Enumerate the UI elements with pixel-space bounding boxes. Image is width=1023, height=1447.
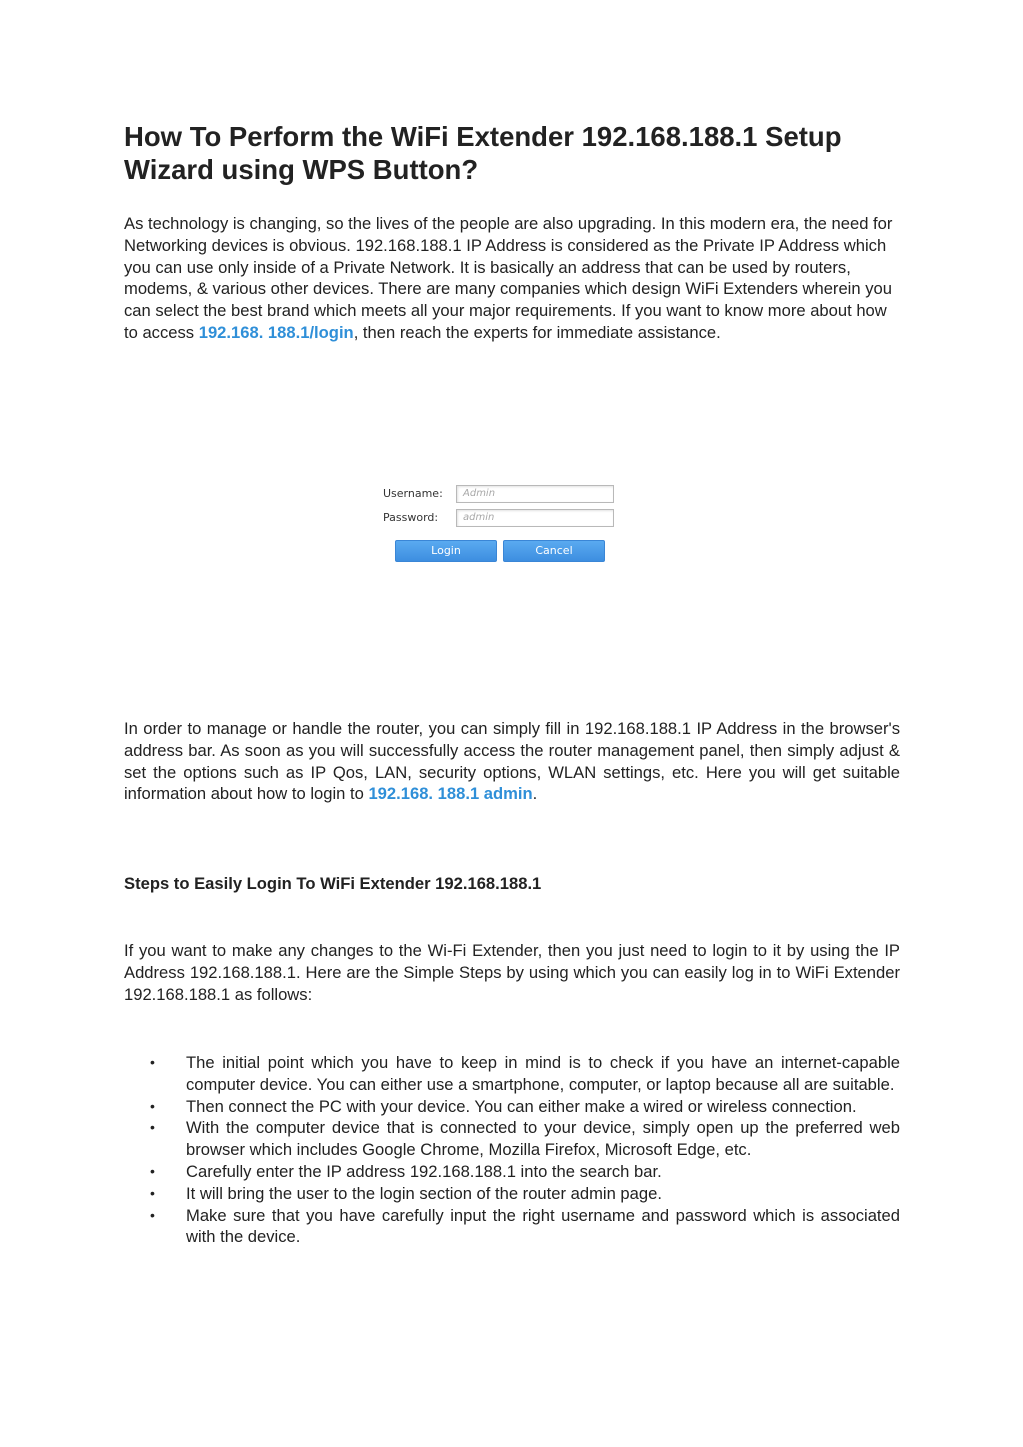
list-item — [124, 1161, 900, 1183]
bullet-icon: • — [150, 1097, 155, 1114]
cancel-button: Cancel — [503, 540, 605, 562]
password-label: Password: — [383, 511, 439, 524]
bullet-icon: • — [150, 1184, 155, 1201]
password-field: admin — [456, 509, 614, 527]
bullet-icon: • — [150, 1206, 155, 1223]
bullet-icon: • — [150, 1119, 155, 1136]
list-item — [124, 1096, 900, 1118]
intro-paragraph — [124, 213, 900, 344]
username-row — [377, 485, 622, 505]
manage-text: In order to manage or handle the router, you can simply fill in 192.168.188.1 IP Address in the browser's address bar. As soon as you will successfully access the router management panel, then simply adjust & set the options such as IP Qos, LAN, security options, WLAN settings, etc. Here you will get suitable information about how to login to — [124, 719, 900, 804]
step-text: It will bring the user to the login section of the router admin page. — [186, 1183, 662, 1203]
steps-intro-paragraph: If you want to make any changes to the Wi-Fi Extender, then you just need to login to it by using the IP Address 192.168.188.1. Here are the Simple Steps by using which you can easily log in to WiFi Extender 192.168.188.1 as follows: — [124, 941, 900, 1004]
username-field: Admin — [456, 485, 614, 503]
login-link[interactable]: 192.168. 188.1/login — [198, 322, 354, 342]
step-text: The initial point which you have to keep in mind is to check if you have an internet-capable computer device. You can either use a smartphone, computer, or laptop because all are suitable. — [186, 1053, 900, 1094]
manage-text-end: . — [532, 784, 538, 804]
username-label: Username: — [383, 487, 443, 500]
bullet-icon: • — [150, 1162, 155, 1179]
list-item — [124, 1205, 900, 1249]
list-item — [124, 1183, 900, 1205]
list-item — [124, 1117, 900, 1161]
admin-link[interactable]: 192.168. 188.1 admin — [368, 784, 533, 804]
bullet-icon: • — [150, 1054, 155, 1070]
password-row — [377, 509, 622, 529]
step-text: Carefully enter the IP address 192.168.188.1 into the search bar. — [186, 1161, 662, 1181]
steps-heading: Steps to Easily Login To WiFi Extender 192.168.188.1 — [124, 874, 542, 893]
manage-paragraph — [124, 718, 900, 805]
step-text: With the computer device that is connected to your device, simply open up the preferred web browser which includes Google Chrome, Mozilla Firefox, Microsoft Edge, etc. — [186, 1118, 900, 1160]
login-button: Login — [395, 540, 497, 562]
login-form-image — [377, 480, 622, 570]
steps-list — [124, 1052, 900, 1248]
step-text: Make sure that you have carefully input the right username and password which is associated with the device. — [186, 1205, 900, 1247]
step-text: Then connect the PC with your device. You can either make a wired or wireless connection. — [186, 1096, 857, 1116]
list-item — [124, 1052, 900, 1096]
intro-text-end: , then reach the experts for immediate assistance. — [353, 322, 721, 342]
page-title: How To Perform the WiFi Extender 192.168.188.1 Setup Wizard using WPS Button? — [124, 121, 842, 185]
intro-text: As technology is changing, so the lives of the people are also upgrading. In this modern era, the need for Networking devices is obvious. 192.168.188.1 IP Address is considered as the Private IP Address which you can use only inside of a Private Network. It is basically an address that can be used by routers, modems, & various other devices. There are many companies which design WiFi Extenders wherein you can select the best brand which meets all your major requirements. If you want to know more about how to access — [124, 214, 893, 342]
